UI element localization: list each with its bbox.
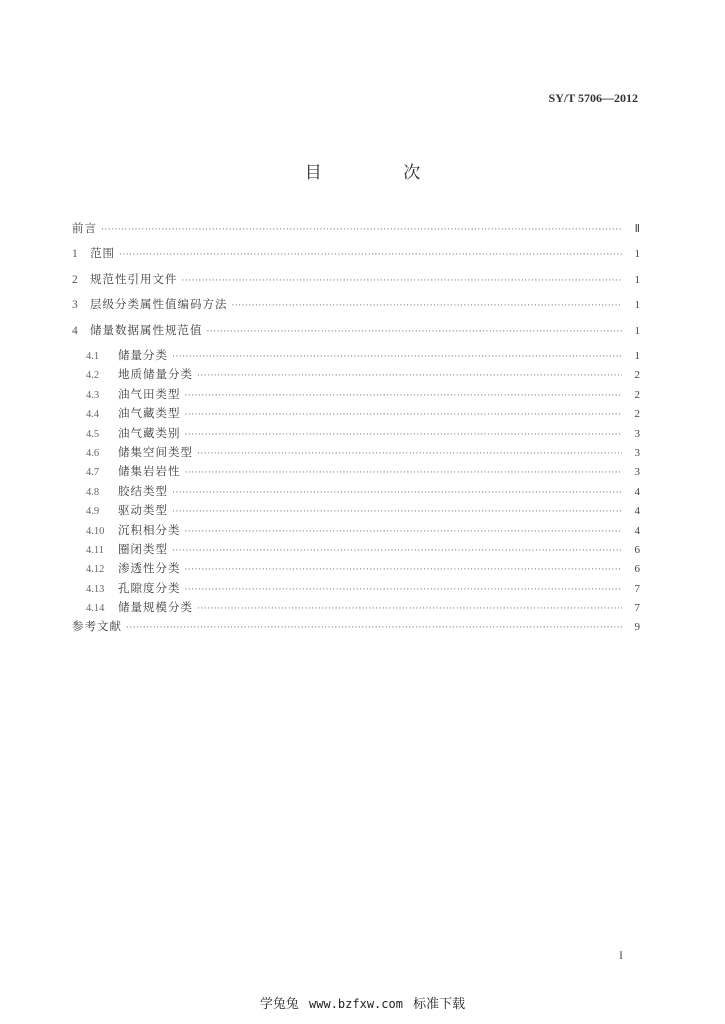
toc-number: 2: [72, 273, 78, 286]
toc-entry-section[interactable]: [72, 347, 640, 366]
toc-entry-section[interactable]: [72, 405, 640, 424]
toc-leader: [185, 410, 623, 420]
toc-label: 孔隙度分类: [118, 580, 181, 595]
toc-entry-references[interactable]: [72, 618, 640, 640]
toc-label: 油气田类型: [118, 386, 181, 401]
toc-entry-section[interactable]: [72, 386, 640, 405]
toc-label: 圈闭类型: [118, 541, 168, 556]
toc-label: 范围: [90, 246, 115, 260]
footer-tagline: 标准下载: [413, 997, 466, 1012]
toc-page: Ⅱ: [634, 223, 640, 235]
toc-entry-chapter-1[interactable]: [72, 245, 640, 271]
toc-label: 储集岩岩性: [118, 464, 181, 479]
footer-watermark: [0, 993, 725, 1012]
toc-label: 储集空间类型: [118, 444, 193, 459]
toc-label: 渗透性分类: [118, 561, 181, 576]
toc-page: 2: [634, 408, 640, 421]
toc-entry-section[interactable]: [72, 560, 640, 579]
toc-entry-chapter-2[interactable]: [72, 271, 640, 297]
toc-page: 7: [634, 602, 640, 615]
toc-entry-section[interactable]: [72, 580, 640, 599]
toc-leader: [182, 276, 623, 286]
toc-page: 4: [634, 485, 640, 498]
table-of-contents: [72, 220, 640, 640]
toc-page: 1: [634, 248, 640, 260]
toc-page: 4: [634, 505, 640, 518]
toc-entry-foreword[interactable]: [72, 220, 640, 245]
toc-number: 4.2: [86, 370, 100, 382]
toc-leader: [126, 623, 622, 633]
page-title: 目 次: [304, 163, 459, 183]
toc-leader: [172, 488, 622, 498]
toc-page: 2: [634, 369, 640, 382]
standard-code: SY/T 5706—2012: [548, 91, 638, 105]
toc-entry-section[interactable]: [72, 502, 640, 521]
toc-page: 1: [634, 299, 640, 311]
toc-number: 4.14: [86, 603, 105, 615]
toc-leader: [185, 527, 623, 537]
toc-leader: [185, 565, 623, 575]
toc-page: 1: [634, 273, 640, 286]
toc-label: 油气藏类型: [118, 406, 181, 421]
toc-page: 3: [634, 446, 640, 459]
toc-leader: [119, 250, 622, 260]
toc-label: 参考文献: [72, 619, 122, 634]
toc-leader: [185, 391, 623, 401]
toc-entry-section[interactable]: [72, 425, 640, 444]
toc-leader: [185, 430, 623, 440]
footer-url-link[interactable]: www.bzfxw.com: [309, 997, 403, 1011]
toc-entry-section[interactable]: [72, 599, 640, 618]
toc-leader: [101, 225, 622, 235]
toc-leader: [185, 585, 623, 595]
toc-number: 4: [72, 324, 78, 337]
toc-number: 4.5: [86, 428, 100, 440]
toc-entry-chapter-4[interactable]: [72, 322, 640, 348]
toc-page: 1: [634, 350, 640, 362]
toc-number: 4.12: [86, 564, 105, 576]
toc-leader: [197, 449, 622, 459]
toc-page: 3: [634, 427, 640, 440]
toc-number: 3: [72, 299, 78, 311]
toc-number: 4.9: [86, 506, 100, 518]
toc-page: 1: [634, 324, 640, 337]
toc-page: 7: [634, 582, 640, 595]
toc-number: 4.10: [86, 525, 105, 537]
toc-number: 4.7: [86, 467, 100, 479]
toc-page: 3: [634, 466, 640, 479]
toc-label: 驱动类型: [118, 503, 168, 518]
toc-page: 6: [634, 543, 640, 556]
toc-page: 9: [634, 621, 640, 634]
toc-leader: [232, 301, 623, 311]
toc-entry-section[interactable]: [72, 483, 640, 502]
toc-label: 沉积相分类: [118, 522, 181, 537]
toc-leader: [172, 352, 622, 362]
toc-leader: [185, 468, 623, 478]
toc-entry-section[interactable]: [72, 463, 640, 482]
toc-leader: [207, 327, 623, 337]
toc-number: 4.11: [86, 544, 104, 556]
toc-leader: [197, 604, 622, 614]
toc-number: 4.13: [86, 583, 105, 595]
toc-label: 层级分类属性值编码方法: [90, 297, 228, 311]
toc-number: 4.1: [86, 351, 100, 362]
toc-label: 胶结类型: [118, 483, 168, 498]
toc-entry-chapter-3[interactable]: [72, 296, 640, 322]
toc-label: 储量数据属性规范值: [90, 322, 203, 337]
toc-number: 4.3: [86, 389, 100, 401]
toc-page: 2: [634, 388, 640, 401]
toc-label: 前言: [72, 221, 97, 235]
toc-label: 地质储量分类: [118, 367, 193, 382]
toc-label: 油气藏类别: [118, 425, 181, 440]
footer-site-name: 学兔兔: [259, 997, 299, 1012]
toc-leader: [197, 371, 622, 381]
toc-entry-section[interactable]: [72, 366, 640, 385]
toc-number: 1: [72, 248, 78, 260]
toc-entry-section[interactable]: [72, 444, 640, 463]
toc-label: 储量分类: [118, 348, 168, 362]
toc-label: 储量规模分类: [118, 600, 193, 615]
toc-page: 6: [634, 563, 640, 576]
toc-entry-section[interactable]: [72, 541, 640, 560]
toc-leader: [172, 546, 622, 556]
toc-number: 4.6: [86, 447, 100, 459]
page-number: I: [619, 948, 623, 962]
toc-number: 4.8: [86, 486, 100, 498]
toc-number: 4.4: [86, 409, 100, 421]
toc-leader: [172, 507, 622, 517]
toc-label: 规范性引用文件: [90, 271, 178, 286]
toc-page: 4: [634, 524, 640, 537]
toc-entry-section[interactable]: [72, 522, 640, 541]
